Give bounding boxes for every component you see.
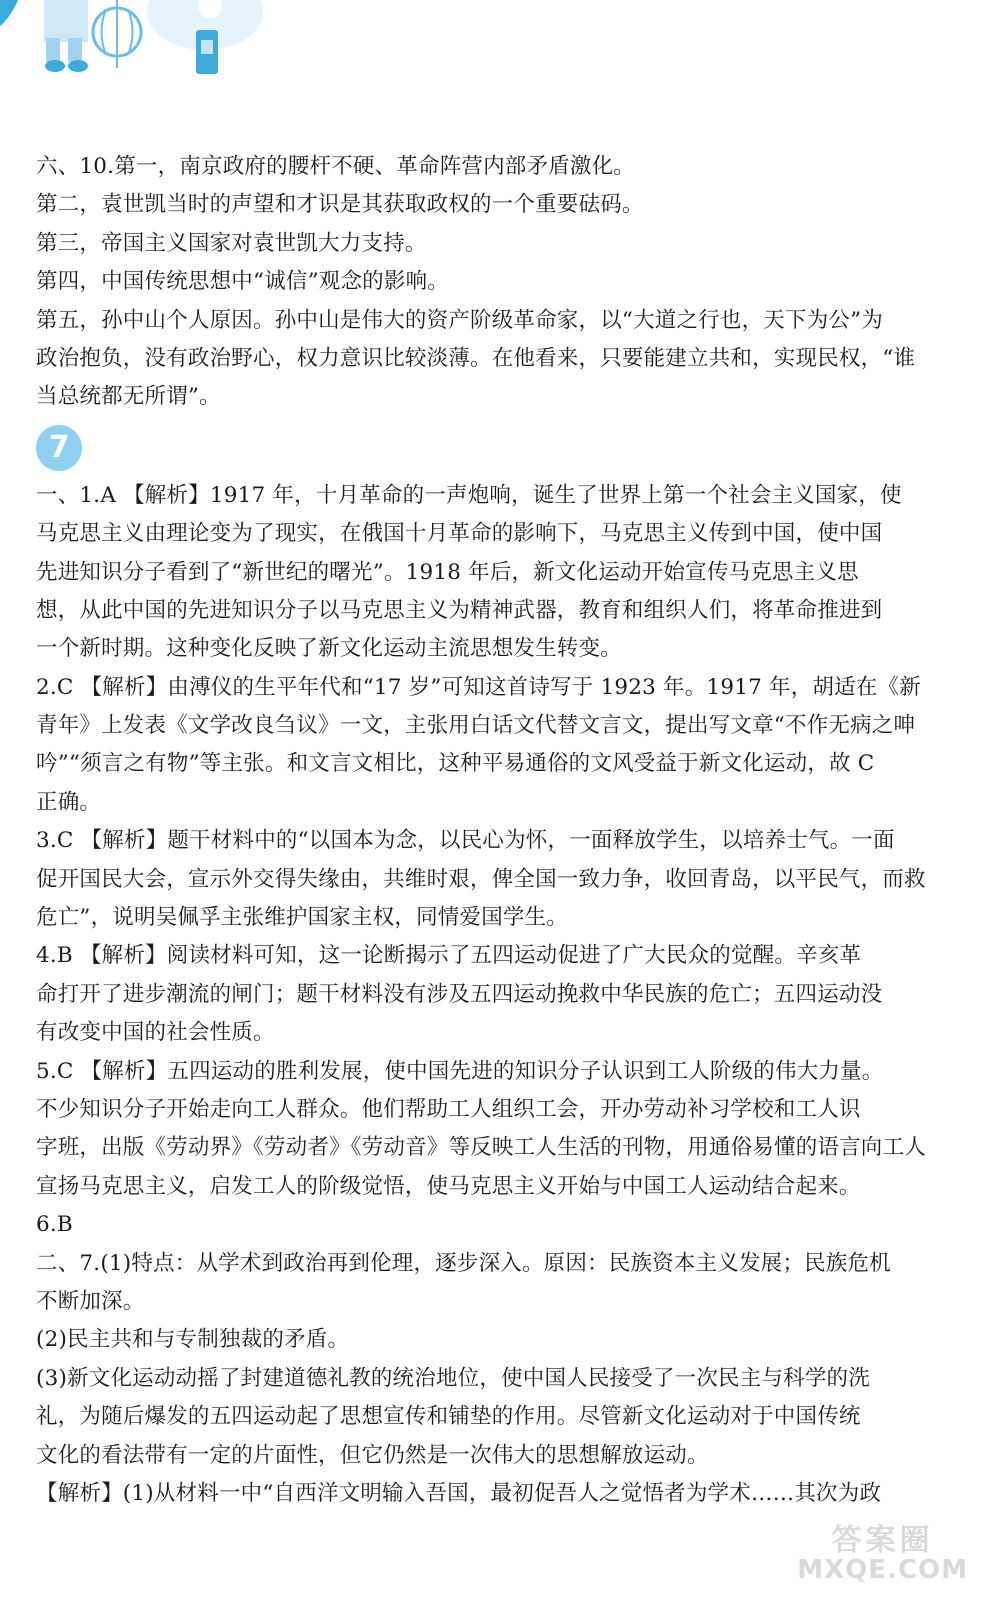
text-line: 想，从此中国的先进知识分子以马克思主义为精神武器，教育和组织人们，将革命推进到 bbox=[36, 597, 883, 623]
text-line: 文化的看法带有一定的片面性，但它仍然是一次伟大的思想解放运动。 bbox=[36, 1442, 709, 1468]
text-line: 一、1.A 【解析】1917 年，十月革命的一声炮响，诞生了世界上第一个社会主义国家，使 bbox=[36, 482, 902, 508]
text-line: 有改变中国的社会性质。 bbox=[36, 1020, 275, 1046]
text-line: 3.C 【解析】题干材料中的“以国本为念，以民心为怀，一面释放学生，以培养士气。一面 bbox=[36, 828, 895, 854]
text-line: 青年》上发表《文学改良刍议》一文，主张用白话文代替文言文，提出写文章“不作无病之呻 bbox=[36, 713, 916, 739]
text-line: 二、7.(1)特点：从学术到政治再到伦理，逐步深入。原因：民族资本主义发展；民族危机 bbox=[36, 1250, 891, 1276]
watermark-en: MXQE.COM bbox=[797, 1554, 968, 1585]
text-line: (2)民主共和与专制独裁的矛盾。 bbox=[36, 1327, 350, 1353]
text-line: 正确。 bbox=[36, 789, 102, 815]
site-watermark bbox=[797, 1525, 968, 1584]
watermark-cn: 答案圈 bbox=[831, 1523, 934, 1559]
text-line: 宣扬马克思主义，启发工人的阶级觉悟，使马克思主义开始与中国工人运动结合起来。 bbox=[36, 1173, 861, 1199]
text-line: 危亡”，说明吴佩孚主张维护国家主权，同情爱国学生。 bbox=[36, 905, 568, 931]
text-line: 马克思主义由理论变为了现实，在俄国十月革命的影响下，马克思主义传到中国，使中国 bbox=[36, 521, 883, 547]
text-line: 礼，为随后爆发的五四运动起了思想宣传和铺垫的作用。尽管新文化运动对于中国传统 bbox=[36, 1404, 861, 1430]
text-line: 政治抱负，没有政治野心，权力意识比较淡薄。在他看来，只要能建立共和，实现民权，“谁 bbox=[36, 345, 916, 371]
text-line: 当总统都无所谓”。 bbox=[36, 384, 221, 410]
text-line: 先进知识分子看到了“新世纪的曙光”。1918 年后，新文化运动开始宣传马克思主义思 bbox=[36, 559, 859, 585]
text-line: 第四，中国传统思想中“诚信”观念的影响。 bbox=[36, 269, 449, 295]
text-line: 六、10.第一，南京政府的腰杆不硬、革命阵营内部矛盾激化。 bbox=[36, 154, 635, 179]
text-line: 一个新时期。这种变化反映了新文化运动主流思想发生转变。 bbox=[36, 636, 622, 662]
text-line: 第五，孙中山个人原因。孙中山是伟大的资产阶级革命家，以“大道之行也，天下为公”为 bbox=[36, 307, 883, 333]
text-line: 第三，帝国主义国家对袁世凯大力支持。 bbox=[36, 230, 427, 256]
text-line: 吟”“须言之有物”等主张。和文言文相比，这种平易通俗的文风受益于新文化运动，故 C bbox=[36, 751, 875, 777]
header-decoration bbox=[0, 0, 300, 90]
text-line: 5.C 【解析】五四运动的胜利发展，使中国先进的知识分子认识到工人阶级的伟大力量。 bbox=[36, 1058, 884, 1084]
text-line: 不少知识分子开始走向工人群众。他们帮助工人组织工会，开办劳动补习学校和工人识 bbox=[36, 1096, 861, 1122]
section-7-answers bbox=[36, 477, 956, 1514]
text-line: 第二，袁世凯当时的声望和才识是其获取政权的一个重要砝码。 bbox=[36, 192, 644, 218]
lesson-number-row bbox=[36, 417, 956, 477]
text-line: (3)新文化运动动摇了封建道德礼教的统治地位，使中国人民接受了一次民主与科学的洗 bbox=[36, 1365, 870, 1391]
text-line: 6.B bbox=[36, 1212, 73, 1238]
text-line: 促开国民大会，宣示外交得失缘由，共维时艰，俾全国一致力争，收回青岛，以平民气，而救 bbox=[36, 866, 926, 892]
section-6-answers bbox=[36, 148, 956, 417]
text-line: 【解析】(1)从材料一中“自西洋文明输入吾国，最初促吾人之觉悟者为学术……其次为政 bbox=[36, 1480, 882, 1506]
lesson-number-badge: 7 bbox=[36, 425, 82, 471]
text-line: 不断加深。 bbox=[36, 1288, 145, 1314]
text-line: 2.C 【解析】由溥仪的生平年代和“17 岁”可知这首诗写于 1923 年。1917 年，胡适在《新 bbox=[36, 674, 921, 700]
text-line: 字班，出版《劳动界》《劳动者》《劳动音》等反映工人生活的刊物，用通俗易懂的语言向工人 bbox=[36, 1135, 926, 1161]
text-line: 4.B 【解析】阅读材料可知，这一论断揭示了五四运动促进了广大民众的觉醒。辛亥革 bbox=[36, 943, 862, 969]
text-line: 命打开了进步潮流的闸门；题干材料没有涉及五四运动挽救中华民族的危亡；五四运动没 bbox=[36, 981, 883, 1007]
answer-content bbox=[36, 148, 956, 1513]
